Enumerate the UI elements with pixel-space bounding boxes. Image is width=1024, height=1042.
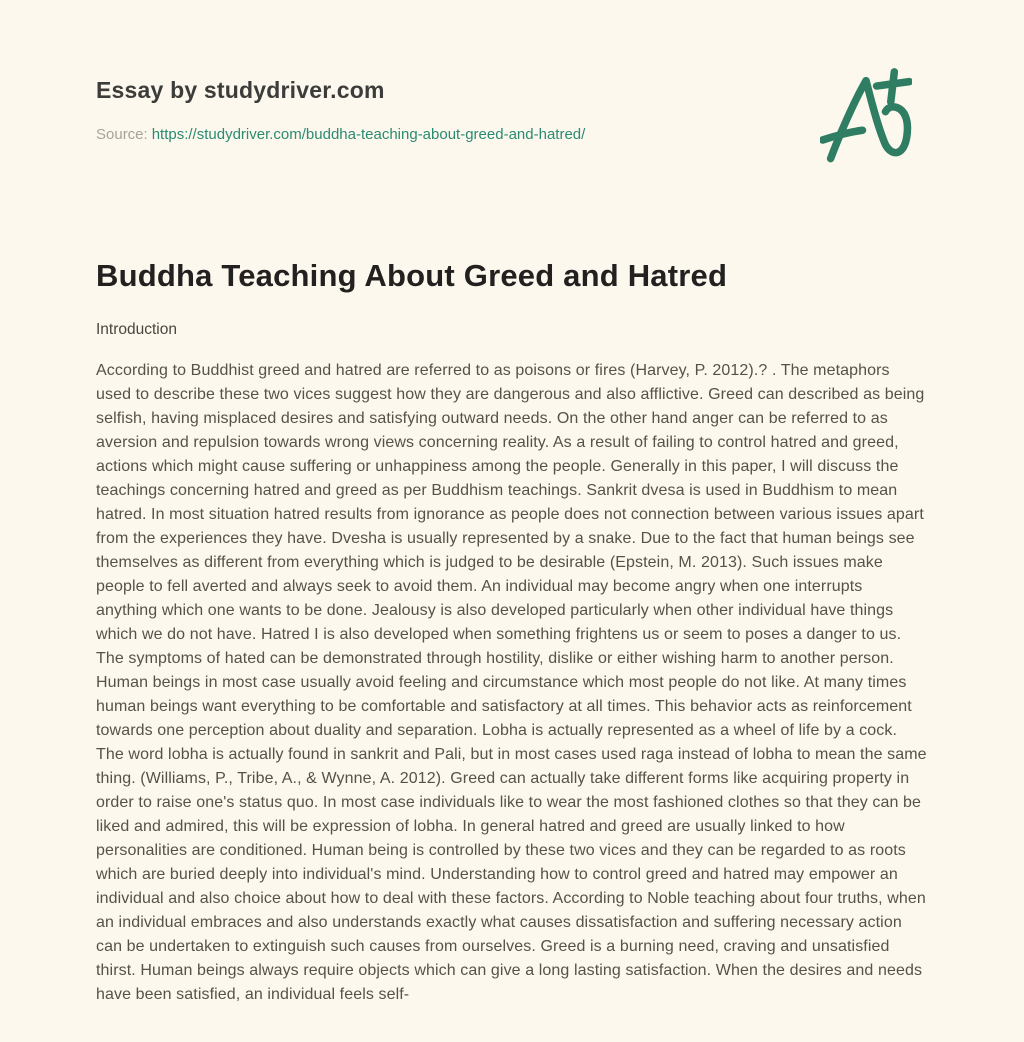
document-title: Buddha Teaching About Greed and Hatred — [96, 258, 728, 293]
source-row — [96, 126, 928, 144]
source-link[interactable]: https://studydriver.com/buddha-teaching-about-greed-and-hatred/ — [151, 126, 586, 143]
essay-by-heading: Essay by studydriver.com — [96, 77, 385, 103]
section-heading-introduction: Introduction — [96, 321, 177, 338]
a-plus-logo-icon — [820, 68, 912, 166]
studydriver-logo — [820, 68, 912, 166]
source-label: Source: — [96, 126, 148, 143]
essay-body-paragraph: According to Buddhist greed and hatred are referred to as poisons or fires (Harvey, P. 2012).? . The metaphors used to describe these two vices suggest how they are dangerous and also afflictive. Greed can described as being selfish, having misplaced desires and satisfying outward needs. On the other hand anger can be referred to as aversion and repulsion towards wrong views concerning reality. As a result of failing to control hatred and greed, actions which might cause suffering or unhappiness among the people. Generally in this paper, I will discuss the teachings concerning hatred and greed as per Buddhism teachings. Sankrit dvesa is used in Buddhism to mean hatred. In most situation hatred results from ignorance as people does not connection between various issues apart from the experiences they have. Dvesha is usually represented by a snake. Due to the fact that human beings see themselves as different from everything which is judged to be desirable (Epstein, M. 2013). Such issues make people to fell averted and always seek to avoid them. An individual may become angry when one interrupts anything which one wants to be done. Jealousy is also developed particularly when other individual have things which we do not have. Hatred I is also developed when something frightens us or seem to poses a danger to us. The symptoms of hated can be demonstrated through hostility, dislike or either wishing harm to another person. Human beings in most case usually avoid feeling and circumstance which most people do not like. At many times human beings want everything to be comfortable and satisfactory at all times. This behavior acts as reinforcement towards one perception about duality and separation. Lobha is actually represented as a wheel of life by a cock. The word lobha is actually found in sankrit and Pali, but in most cases used raga instead of lobha to mean the same thing. (Williams, P., Tribe, A., & Wynne, A. 2012). Greed can actually take different forms like acquiring property in order to raise one's status quo. In most case individuals like to wear the most fashioned clothes so that they can be liked and admired, this will be expression of lobha. In general hatred and greed are usually linked to how personalities are conditioned. Human being is controlled by these two vices and they can be regarded to as roots which are buried deeply into individual's mind. Understanding how to control greed and hatred may empower an individual and also choice about how to deal with these factors. According to Noble teaching about four truths, when an individual embraces and also understands exactly what causes dissatisfaction and suffering necessary action can be undertaken to extinguish such causes from ourselves. Greed is a burning need, craving and unsatisfied thirst. Human beings always require objects which can give a long lasting satisfaction. When the desires and needs have been satisfied, an individual feels self- — [96, 362, 927, 1003]
